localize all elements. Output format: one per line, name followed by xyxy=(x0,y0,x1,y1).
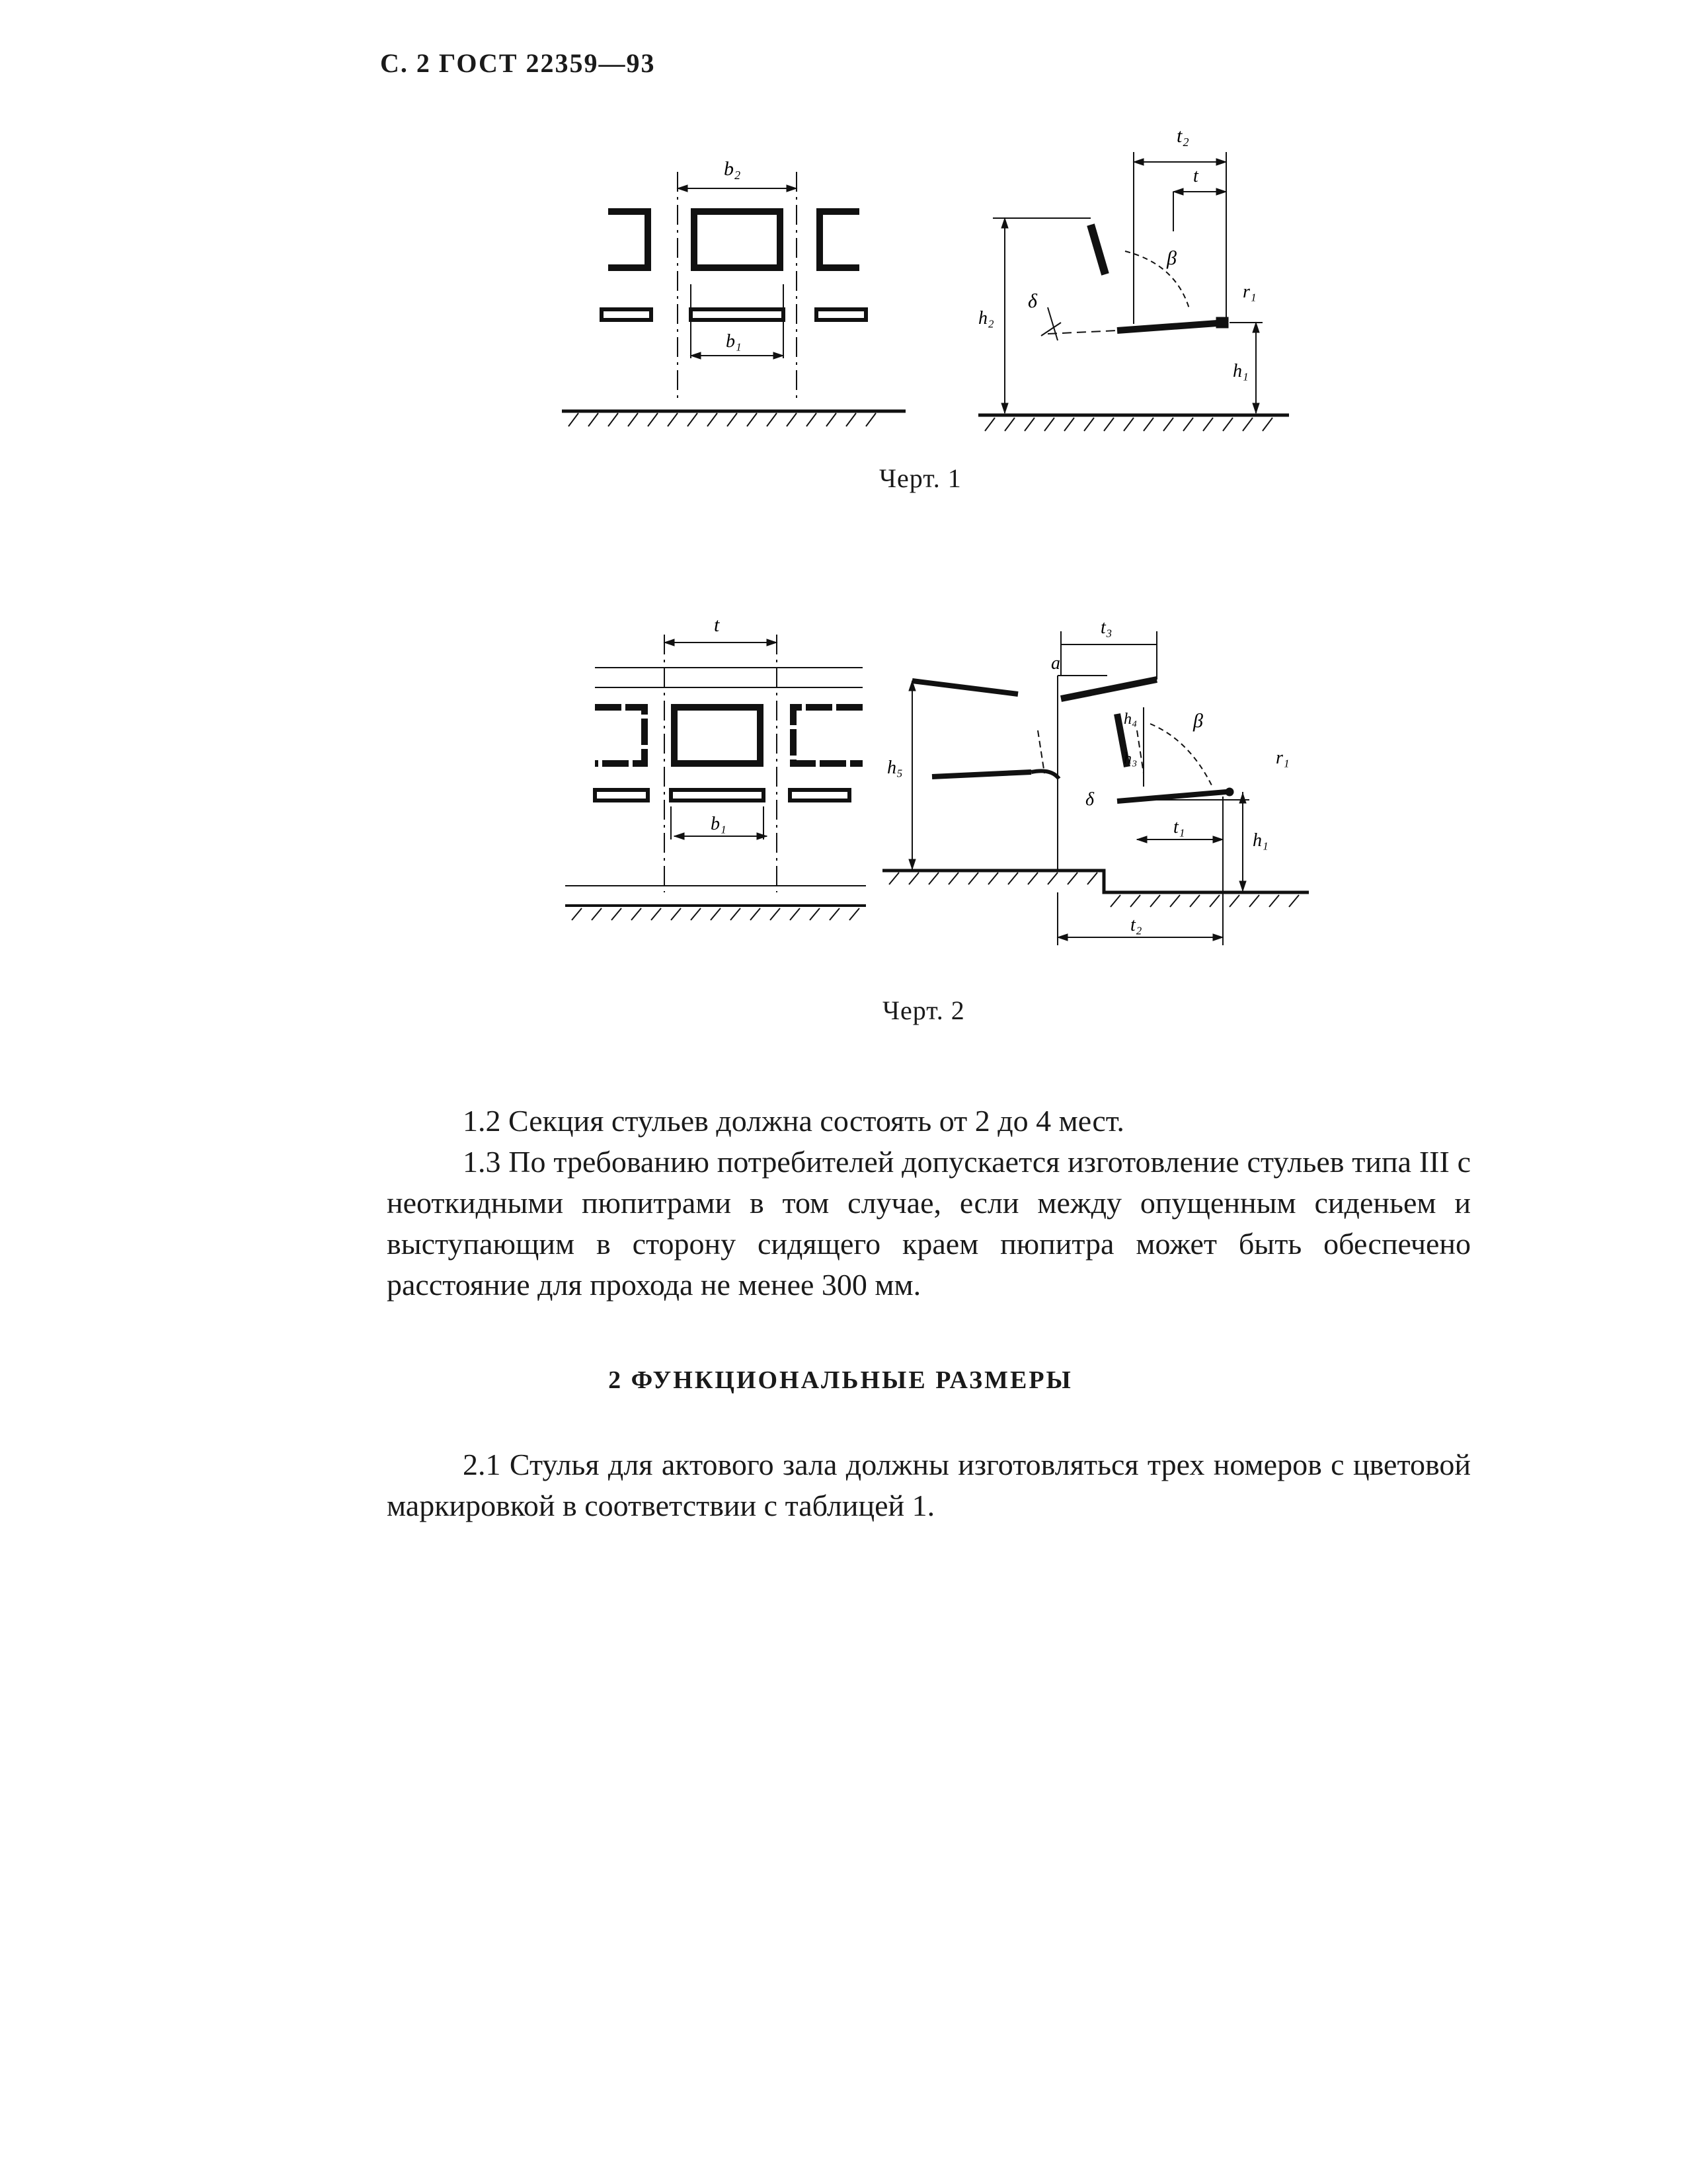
page-header: С. 2 ГОСТ 22359—93 xyxy=(380,48,656,78)
fig2-label-b1: b₁ xyxy=(711,814,726,834)
figure-2-drawing xyxy=(562,615,1315,972)
paragraph-1-3: 1.3 По требованию потребителей допускается изготовление стульев типа III с неоткидными пюпитрами в том случае, если между опущенным сиденьем и выступающим в сторону сидящего краем пюпитра может быть обеспечено расстояние для прохода не менее 300 мм. xyxy=(387,1145,1471,1302)
fig2-label-h5: h₅ xyxy=(887,758,903,778)
fig2-label-t1: t₁ xyxy=(1173,817,1185,838)
fig1-label-t: t xyxy=(1193,166,1198,186)
fig2-label-beta: β xyxy=(1193,710,1203,732)
paragraph-2-1: 2.1 Стулья для актового зала должны изготовляться трех номеров с цветовой маркировкой в соответствии с таблицей 1. xyxy=(387,1448,1471,1522)
figure-2 xyxy=(562,615,1315,972)
figure-1 xyxy=(555,112,1302,456)
figure-2-caption: Черт. 2 xyxy=(882,995,965,1025)
fig1-label-t2: t₂ xyxy=(1177,125,1189,147)
fig1-label-b2: b₂ xyxy=(724,158,741,180)
paragraph-1-2: 1.2 Секция стульев должна состоять от 2 до 4 мест. xyxy=(463,1104,1124,1138)
fig2-label-h4: h₄ xyxy=(1124,711,1138,728)
fig1-label-h1: h₁ xyxy=(1233,361,1249,381)
figure-1-caption: Черт. 1 xyxy=(879,463,962,493)
fig2-label-delta: δ xyxy=(1085,789,1095,810)
fig1-label-b1: b₁ xyxy=(726,331,742,352)
fig1-label-r1: r₁ xyxy=(1243,282,1257,302)
fig2-label-t3: t₃ xyxy=(1101,617,1113,638)
fig2-label-t2: t₂ xyxy=(1130,915,1142,935)
fig1-label-delta: δ xyxy=(1028,290,1037,312)
fig2-label-a: a xyxy=(1051,653,1060,674)
fig2-label-h1: h₁ xyxy=(1253,830,1269,851)
fig1-label-beta: β xyxy=(1167,247,1177,269)
fig1-plan-view xyxy=(562,172,906,426)
fig2-side-view xyxy=(882,631,1309,945)
fig2-label-r1: r₁ xyxy=(1276,748,1290,768)
fig2-plan-view xyxy=(565,635,866,920)
fig1-label-h2: h₂ xyxy=(978,308,994,329)
fig2-label-t: t xyxy=(714,615,720,636)
fig2-label-h3: h₃ xyxy=(1124,750,1138,767)
figure-1-drawing xyxy=(555,112,1302,456)
section-2-title: 2 ФУНКЦИОНАЛЬНЫЕ РАЗМЕРЫ xyxy=(608,1366,1073,1394)
